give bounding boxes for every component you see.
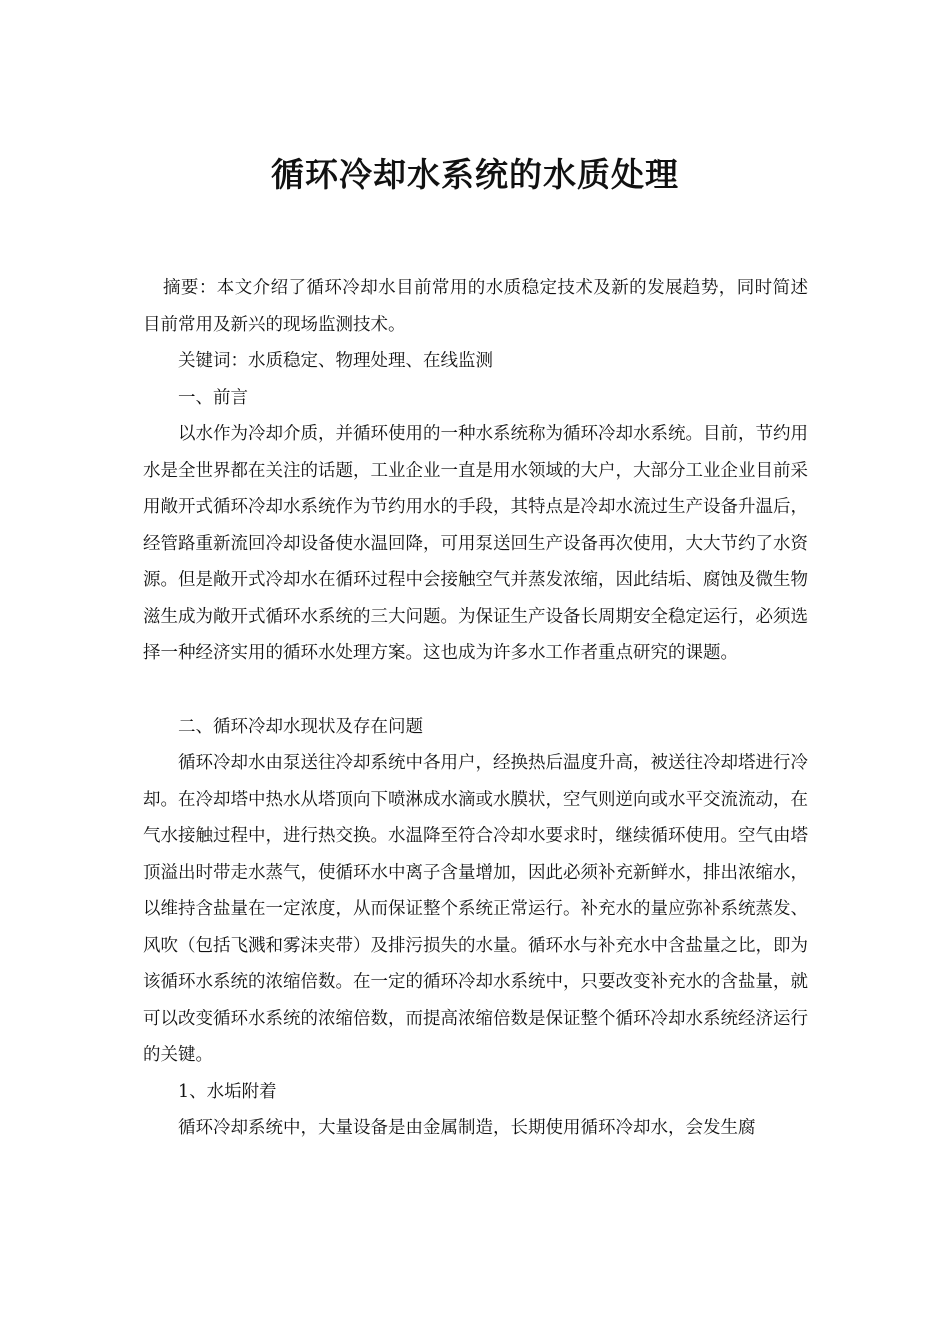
section-heading-status: 二、循环冷却水现状及存在问题 [178,716,423,737]
preface-paragraph: 以水作为冷却介质，并循环使用的一种水系统称为循环冷却水系统。目前，节约用水是全世界都在关注的话题，工业企业一直是用水领域的大户，大部分工业企业目前采用敞开式循环冷却水系统作为节约用水的手段，其特点是冷却水流过生产设备升温后，经管路重新流回冷却设备使水温回降，可用泵送回生产设备再次使用，大大节约了水资源。但是敞开式冷却水在循环过程中会接触空气并蒸发浓缩，因此结垢、腐蚀及微生物滋生成为敞开式循环水系统的三大问题。为保证生产设备长周期安全稳定运行，必须选择一种经济实用的循环水处理方案。这也成为许多水工作者重点研究的课题。 [143,424,808,663]
status-paragraph: 循环冷却水由泵送往冷却系统中各用户，经换热后温度升高，被送往冷却塔进行冷却。在冷却塔中热水从塔顶向下喷淋成水滴或水膜状，空气则逆向或水平交流流动，在气水接触过程中，进行热交换。水温降至符合冷却水要求时，继续循环使用。空气由塔顶溢出时带走水蒸气，使循环水中离子含量增加，因此必须补充新鲜水，排出浓缩水，以维持含盐量在一定浓度，从而保证整个系统正常运行。补充水的量应弥补系统蒸发、风吹（包括飞溅和雾沫夹带）及排污损失的水量。循环水与补充水中含盐量之比，即为该循环水系统的浓缩倍数。在一定的循环冷却水系统中，只要改变补充水的含盐量，就可以改变循环水系统的浓缩倍数，而提高浓缩倍数是保证整个循环冷却水系统经济运行的关键。 [143,753,808,1065]
section-heading-preface: 一、前言 [178,387,248,408]
subsection-heading-scale: 1、水垢附着 [178,1081,277,1102]
abstract-paragraph: 摘要：本文介绍了循环冷却水目前常用的水质稳定技术及新的发展趋势，同时简述目前常用及新兴的现场监测技术。 [143,278,808,335]
document-title: 循环冷却水系统的水质处理 [271,155,679,194]
paragraph-gap [143,672,808,709]
document-body [143,270,808,1147]
keywords-line: 关键词：水质稳定、物理处理、在线监测 [178,351,493,371]
scale-paragraph: 循环冷却系统中，大量设备是由金属制造，长期使用循环冷却水，会发生腐 [178,1118,756,1138]
